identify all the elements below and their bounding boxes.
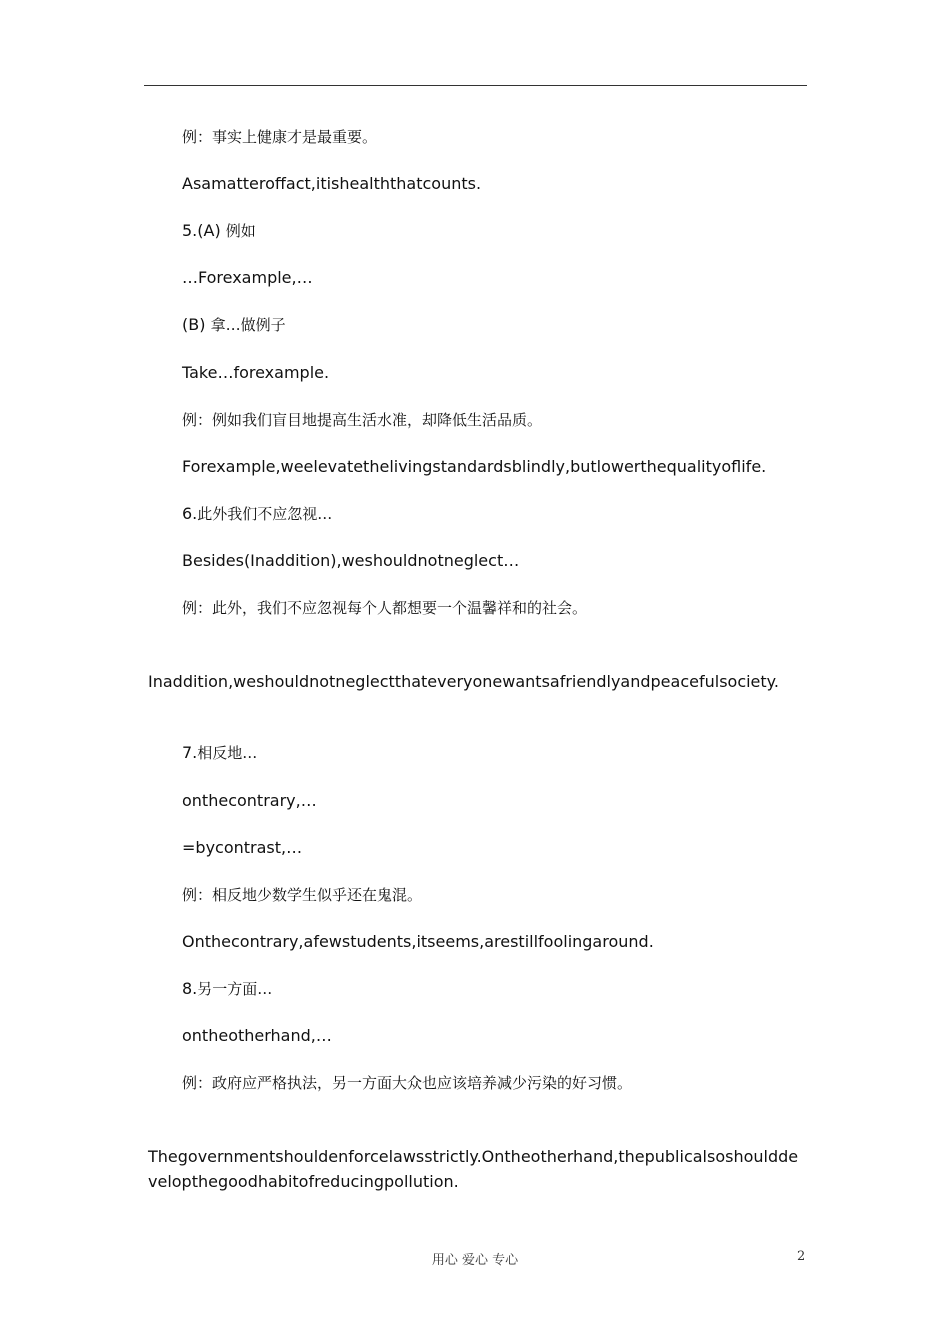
item-heading-6 bbox=[182, 504, 332, 524]
item-title: 拿…做例子 bbox=[210, 316, 286, 334]
item-title: 另一方面… bbox=[197, 980, 273, 998]
item-title: 此外我们不应忽视… bbox=[197, 505, 333, 523]
example-sentence-en-wrapped: Thegovernmentshouldenforcelawsstrictly.Ontheotherhand,thepublicalsoshoulddevelopthegoodhabitofreducingpollution. bbox=[148, 1147, 799, 1191]
phrase-en: ontheotherhand,… bbox=[182, 1026, 332, 1045]
phrase-en: onthecontrary,… bbox=[182, 791, 317, 810]
example-sentence-cn: 例：相反地少数学生似乎还在鬼混。 bbox=[182, 886, 423, 904]
item-number: 5.(A) bbox=[182, 221, 221, 240]
phrase-en: Take…forexample. bbox=[182, 363, 330, 382]
page-number: 2 bbox=[797, 1249, 806, 1264]
example-sentence-en: Forexample,weelevatethelivingstandardsblindly,butlowerthequalityoflife. bbox=[182, 457, 767, 476]
item-heading-5b bbox=[182, 315, 286, 335]
item-title: 例如 bbox=[225, 222, 256, 240]
item-heading-5a bbox=[182, 221, 256, 241]
item-title: 相反地… bbox=[197, 744, 258, 762]
page-footer-motto: 用心 爱心 专心 bbox=[431, 1253, 519, 1268]
item-number: 8. bbox=[182, 979, 198, 998]
example-sentence-cn: 例：事实上健康才是最重要。 bbox=[182, 128, 378, 146]
example-sentence-en: Asamatteroffact,itishealththatcounts. bbox=[182, 174, 482, 193]
item-number: 6. bbox=[182, 504, 198, 523]
example-sentence-cn: 例：此外，我们不应忽视每个人都想要一个温馨祥和的社会。 bbox=[182, 599, 588, 617]
item-number: (B) bbox=[182, 315, 206, 334]
header-rule bbox=[144, 85, 807, 86]
phrase-en: Besides(Inaddition),weshouldnotneglect… bbox=[182, 551, 520, 570]
item-heading-7 bbox=[182, 743, 257, 763]
item-heading-8 bbox=[182, 979, 272, 999]
phrase-en: =bycontrast,… bbox=[182, 838, 303, 857]
item-number: 7. bbox=[182, 743, 198, 762]
example-sentence-en-wrapped: Inaddition,weshouldnotneglectthateveryonewantsafriendlyandpeacefulsociety. bbox=[148, 672, 779, 691]
example-sentence-cn: 例：例如我们盲目地提高生活水准，却降低生活品质。 bbox=[182, 411, 543, 429]
example-sentence-cn: 例：政府应严格执法，另一方面大众也应该培养减少污染的好习惯。 bbox=[182, 1074, 633, 1092]
example-sentence-en: Onthecontrary,afewstudents,itseems,arestillfoolingaround. bbox=[182, 932, 654, 951]
phrase-en: …Forexample,… bbox=[182, 268, 313, 287]
